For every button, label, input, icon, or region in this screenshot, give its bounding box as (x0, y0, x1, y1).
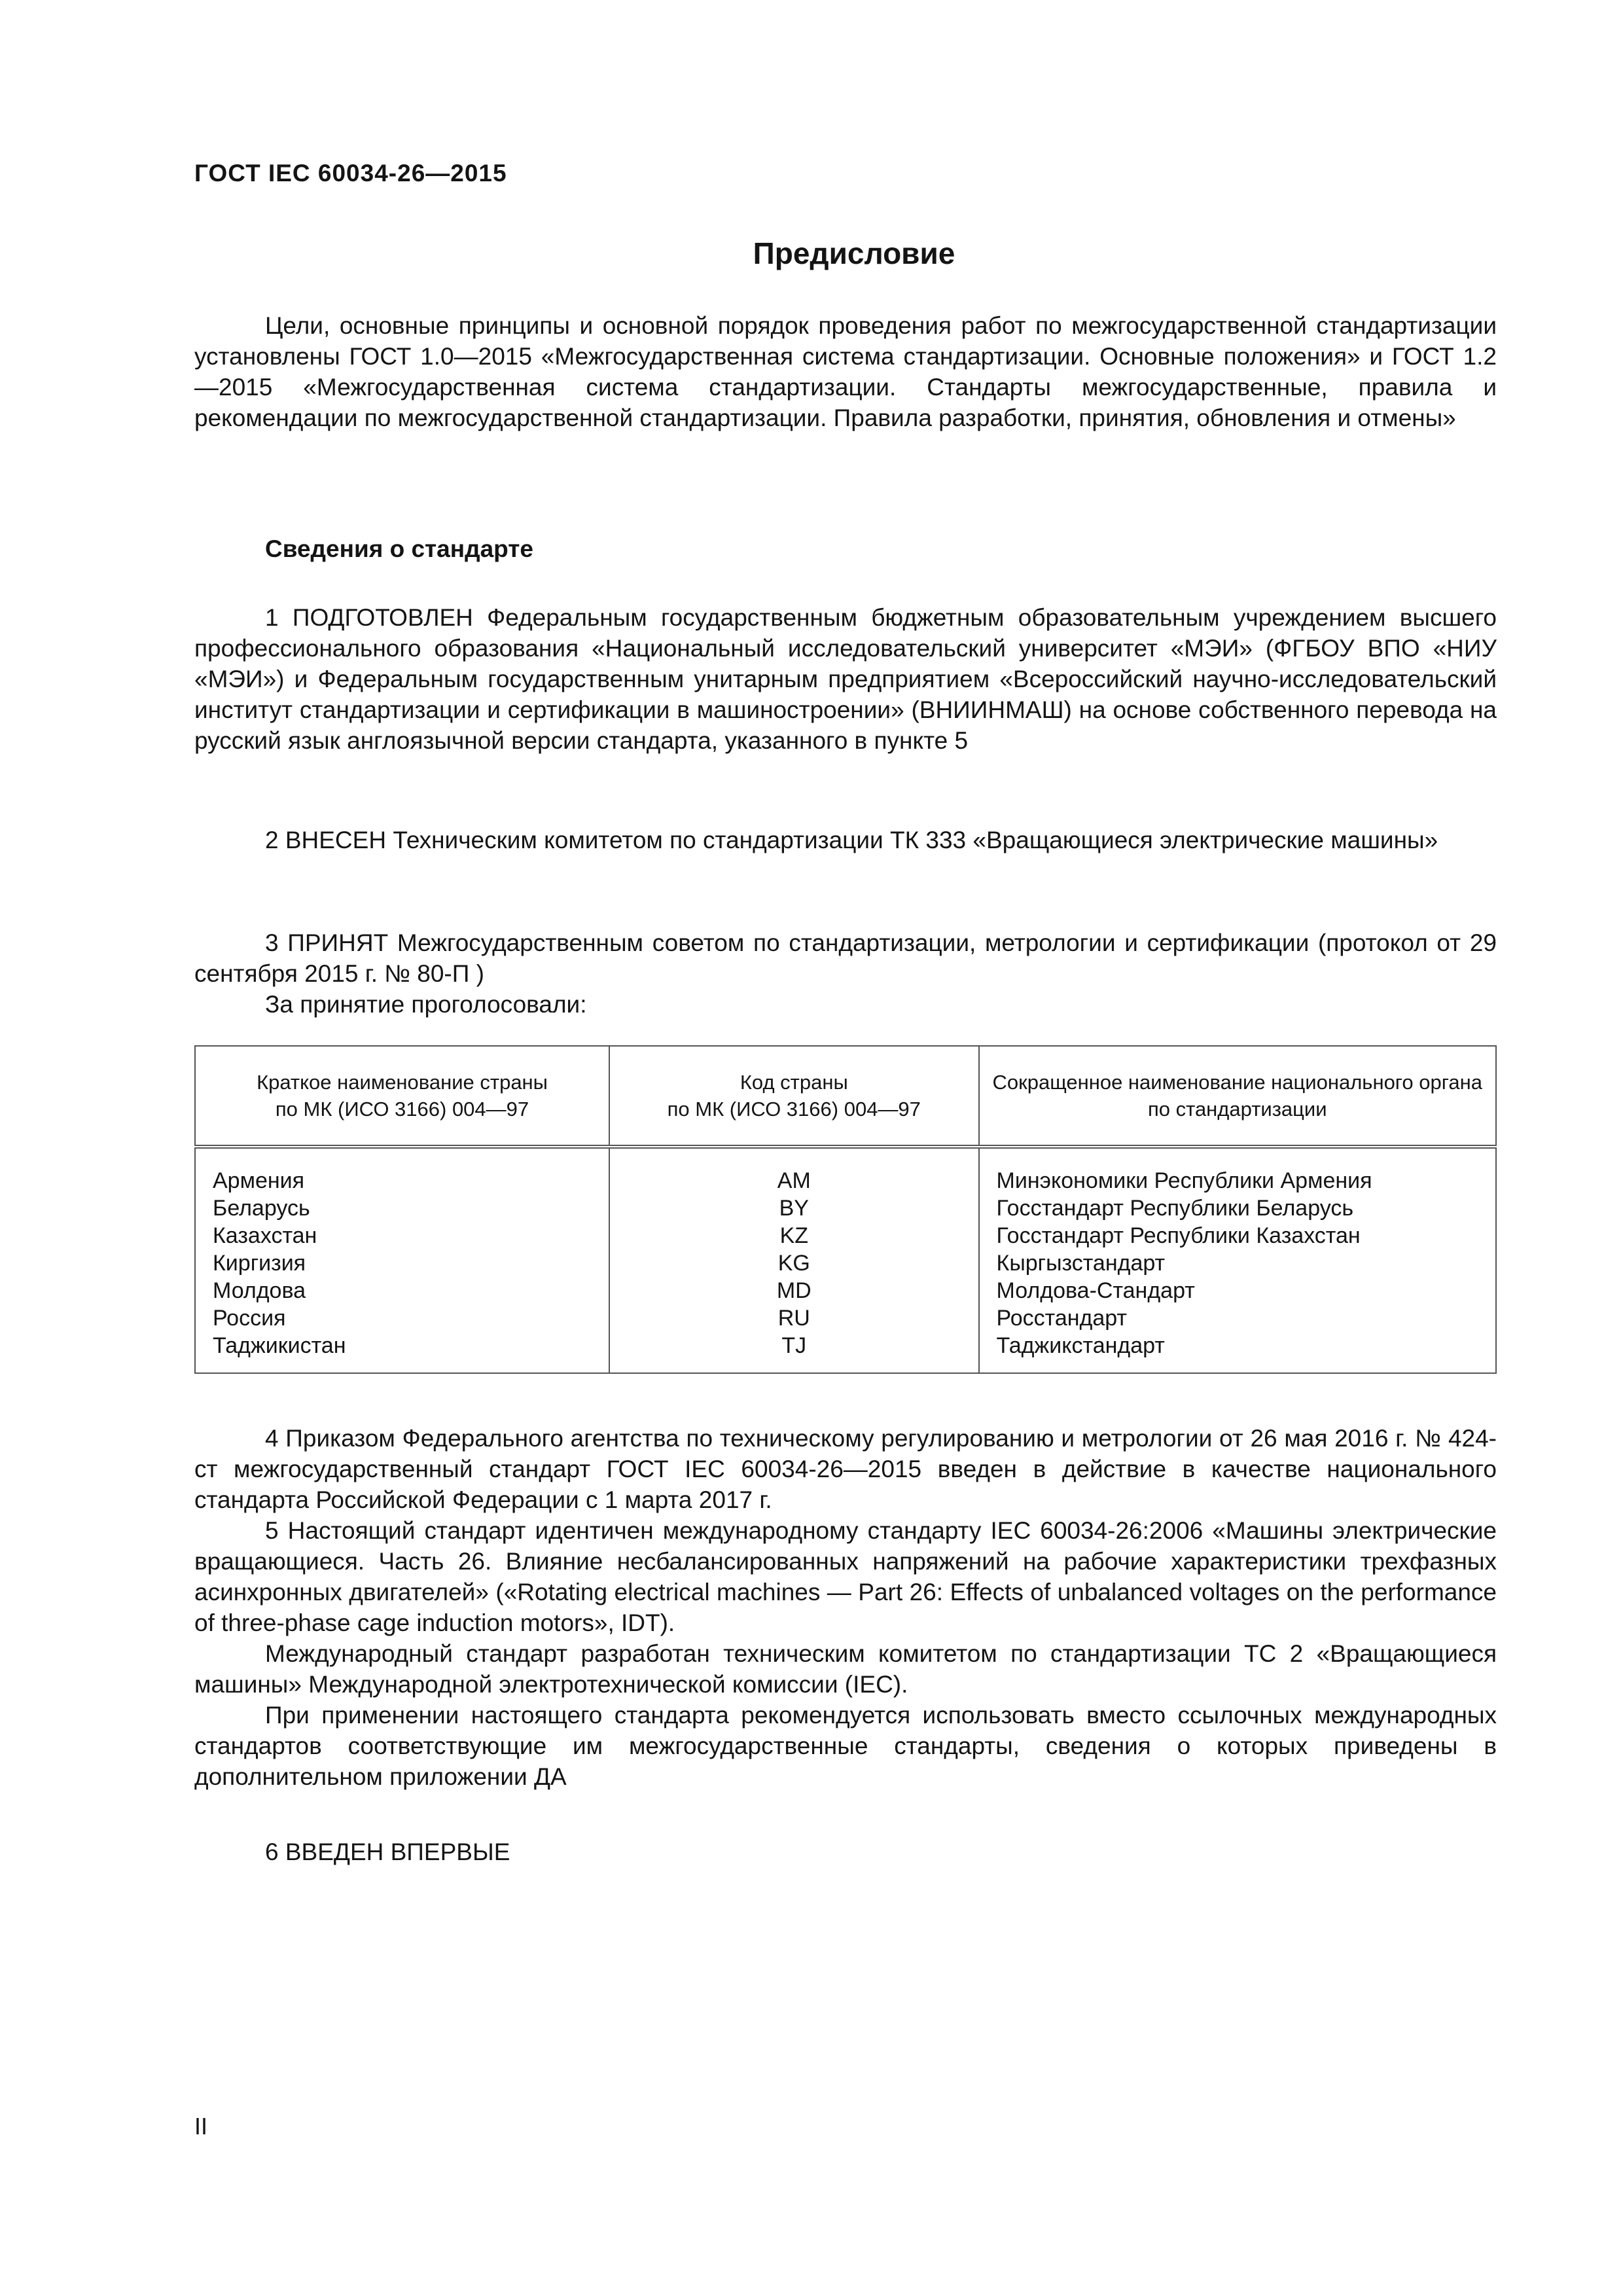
country-code: RU (777, 1306, 810, 1331)
country-name: Молдова (213, 1278, 306, 1303)
country-name: Беларусь (213, 1196, 310, 1221)
voting-table (194, 1045, 1497, 1374)
organization-name: Госстандарт Республики Казахстан (996, 1223, 1361, 1248)
header-code: Код страны по МК (ИСО 3166) 004—97 (609, 1046, 978, 1147)
organization-name: Таджикстандарт (996, 1333, 1165, 1358)
country-name: Россия (213, 1306, 286, 1331)
page-number: II (194, 2113, 208, 2140)
country-name: Таджикистан (213, 1333, 346, 1358)
item-3 (194, 927, 1497, 1020)
header-organization: Сокращенное наименование национального органа по стандартизации (979, 1046, 1496, 1147)
item-6-text: 6 ВВЕДЕН ВПЕРВЫЕ (265, 1839, 510, 1865)
item-2 (194, 825, 1497, 855)
country-code: MD (776, 1278, 812, 1303)
section-heading: Сведения о стандарте (265, 535, 533, 562)
intro-paragraph (194, 310, 1497, 433)
item-4 (194, 1423, 1497, 1792)
organization-list (979, 1147, 1496, 1373)
item-4-text: 4 Приказом Федерального агентства по техническому регулированию и метрологии от 26 мая 2016 г. № 424-ст межгосударственный стандарт ГОСТ IEC 60034-26—2015 введен в действие в качестве национального стандарта Российской Федерации с 1 марта 2017 г. (194, 1425, 1497, 1513)
header-country: Краткое наименование страны по МК (ИСО 3166) 004—97 (195, 1046, 609, 1147)
country-name: Армения (213, 1168, 305, 1193)
item-1 (194, 602, 1497, 756)
country-code: TJ (781, 1333, 807, 1358)
code-list (609, 1147, 978, 1373)
organization-name: Минэкономики Республики Армения (996, 1168, 1372, 1193)
country-code: BY (779, 1196, 809, 1221)
table-row (195, 1147, 1496, 1373)
country-code: AM (777, 1168, 811, 1193)
organization-name: Госстандарт Республики Беларусь (996, 1196, 1354, 1221)
item-6 (194, 1837, 1497, 1867)
country-code: KG (777, 1251, 810, 1276)
item-1-text: 1 ПОДГОТОВЛЕН Федеральным государственным бюджетным образовательным учреждением высшего профессионального образования «Национальный исследовательский университет «МЭИ» (ФГБОУ ВПО «НИУ «МЭИ») и Федеральным государственным унитарным предприятием «Всероссийский научно-исследовательский институт стандартизации и сертификации в машиностроении» (ВНИИНМАШ) на основе собственного перевода на русский язык англоязычной версии стандарта, указанного в пункте 5 (194, 604, 1497, 754)
page-title: Предисловие (753, 236, 955, 270)
country-name: Киргизия (213, 1251, 306, 1276)
organization-name: Молдова-Стандарт (996, 1278, 1195, 1303)
country-name: Казахстан (213, 1223, 317, 1248)
item-3-text: 3 ПРИНЯТ Межгосударственным советом по стандартизации, метрологии и сертификации (протокол от 29 сентября 2015 г. № 80-П ) (194, 929, 1497, 987)
item-5-text: 5 Настоящий стандарт идентичен международному стандарту IEC 60034-26:2006 «Машины электрические вращающиеся. Часть 26. Влияние несбалансированных напряжений на рабочие характеристики трехфазных асинхронных двигателей» («Rotating electrical machines — Part 26: Effects of unbalanced voltages on the performance of three-phase cage induction motors», IDT). (194, 1517, 1497, 1636)
document-header: ГОСТ IEC 60034-26—2015 (194, 160, 507, 187)
organization-name: Росстандарт (996, 1306, 1127, 1331)
item-5-application: При применении настоящего стандарта рекомендуется использовать вместо ссылочных международных стандартов соответствующие им межгосударственные стандарты, сведения о которых приведены в дополнительном приложении ДА (194, 1702, 1497, 1790)
organization-name: Кыргызстандарт (996, 1251, 1166, 1276)
intro-text: Цели, основные принципы и основной порядок проведения работ по межгосударственной стандартизации установлены ГОСТ 1.0—2015 «Межгосударственная система стандартизации. Основные положения» и ГОСТ 1.2—2015 «Межгосударственная система стандартизации. Стандарты межгосударственные, правила и рекомендации по межгосударственной стандартизации. Правила разработки, принятия, обновления и отмены» (194, 312, 1497, 431)
item-2-text: 2 ВНЕСЕН Техническим комитетом по стандартизации ТК 333 «Вращающиеся электрические машины» (265, 827, 1438, 853)
table-header-row (195, 1046, 1496, 1147)
country-code: KZ (779, 1223, 809, 1248)
item-5-committee: Международный стандарт разработан техническим комитетом по стандартизации ТС 2 «Вращающиеся машины» Международной электротехнической комиссии (IEC). (194, 1640, 1497, 1698)
country-list (195, 1147, 609, 1373)
item-3-voted: За принятие проголосовали: (265, 991, 587, 1018)
